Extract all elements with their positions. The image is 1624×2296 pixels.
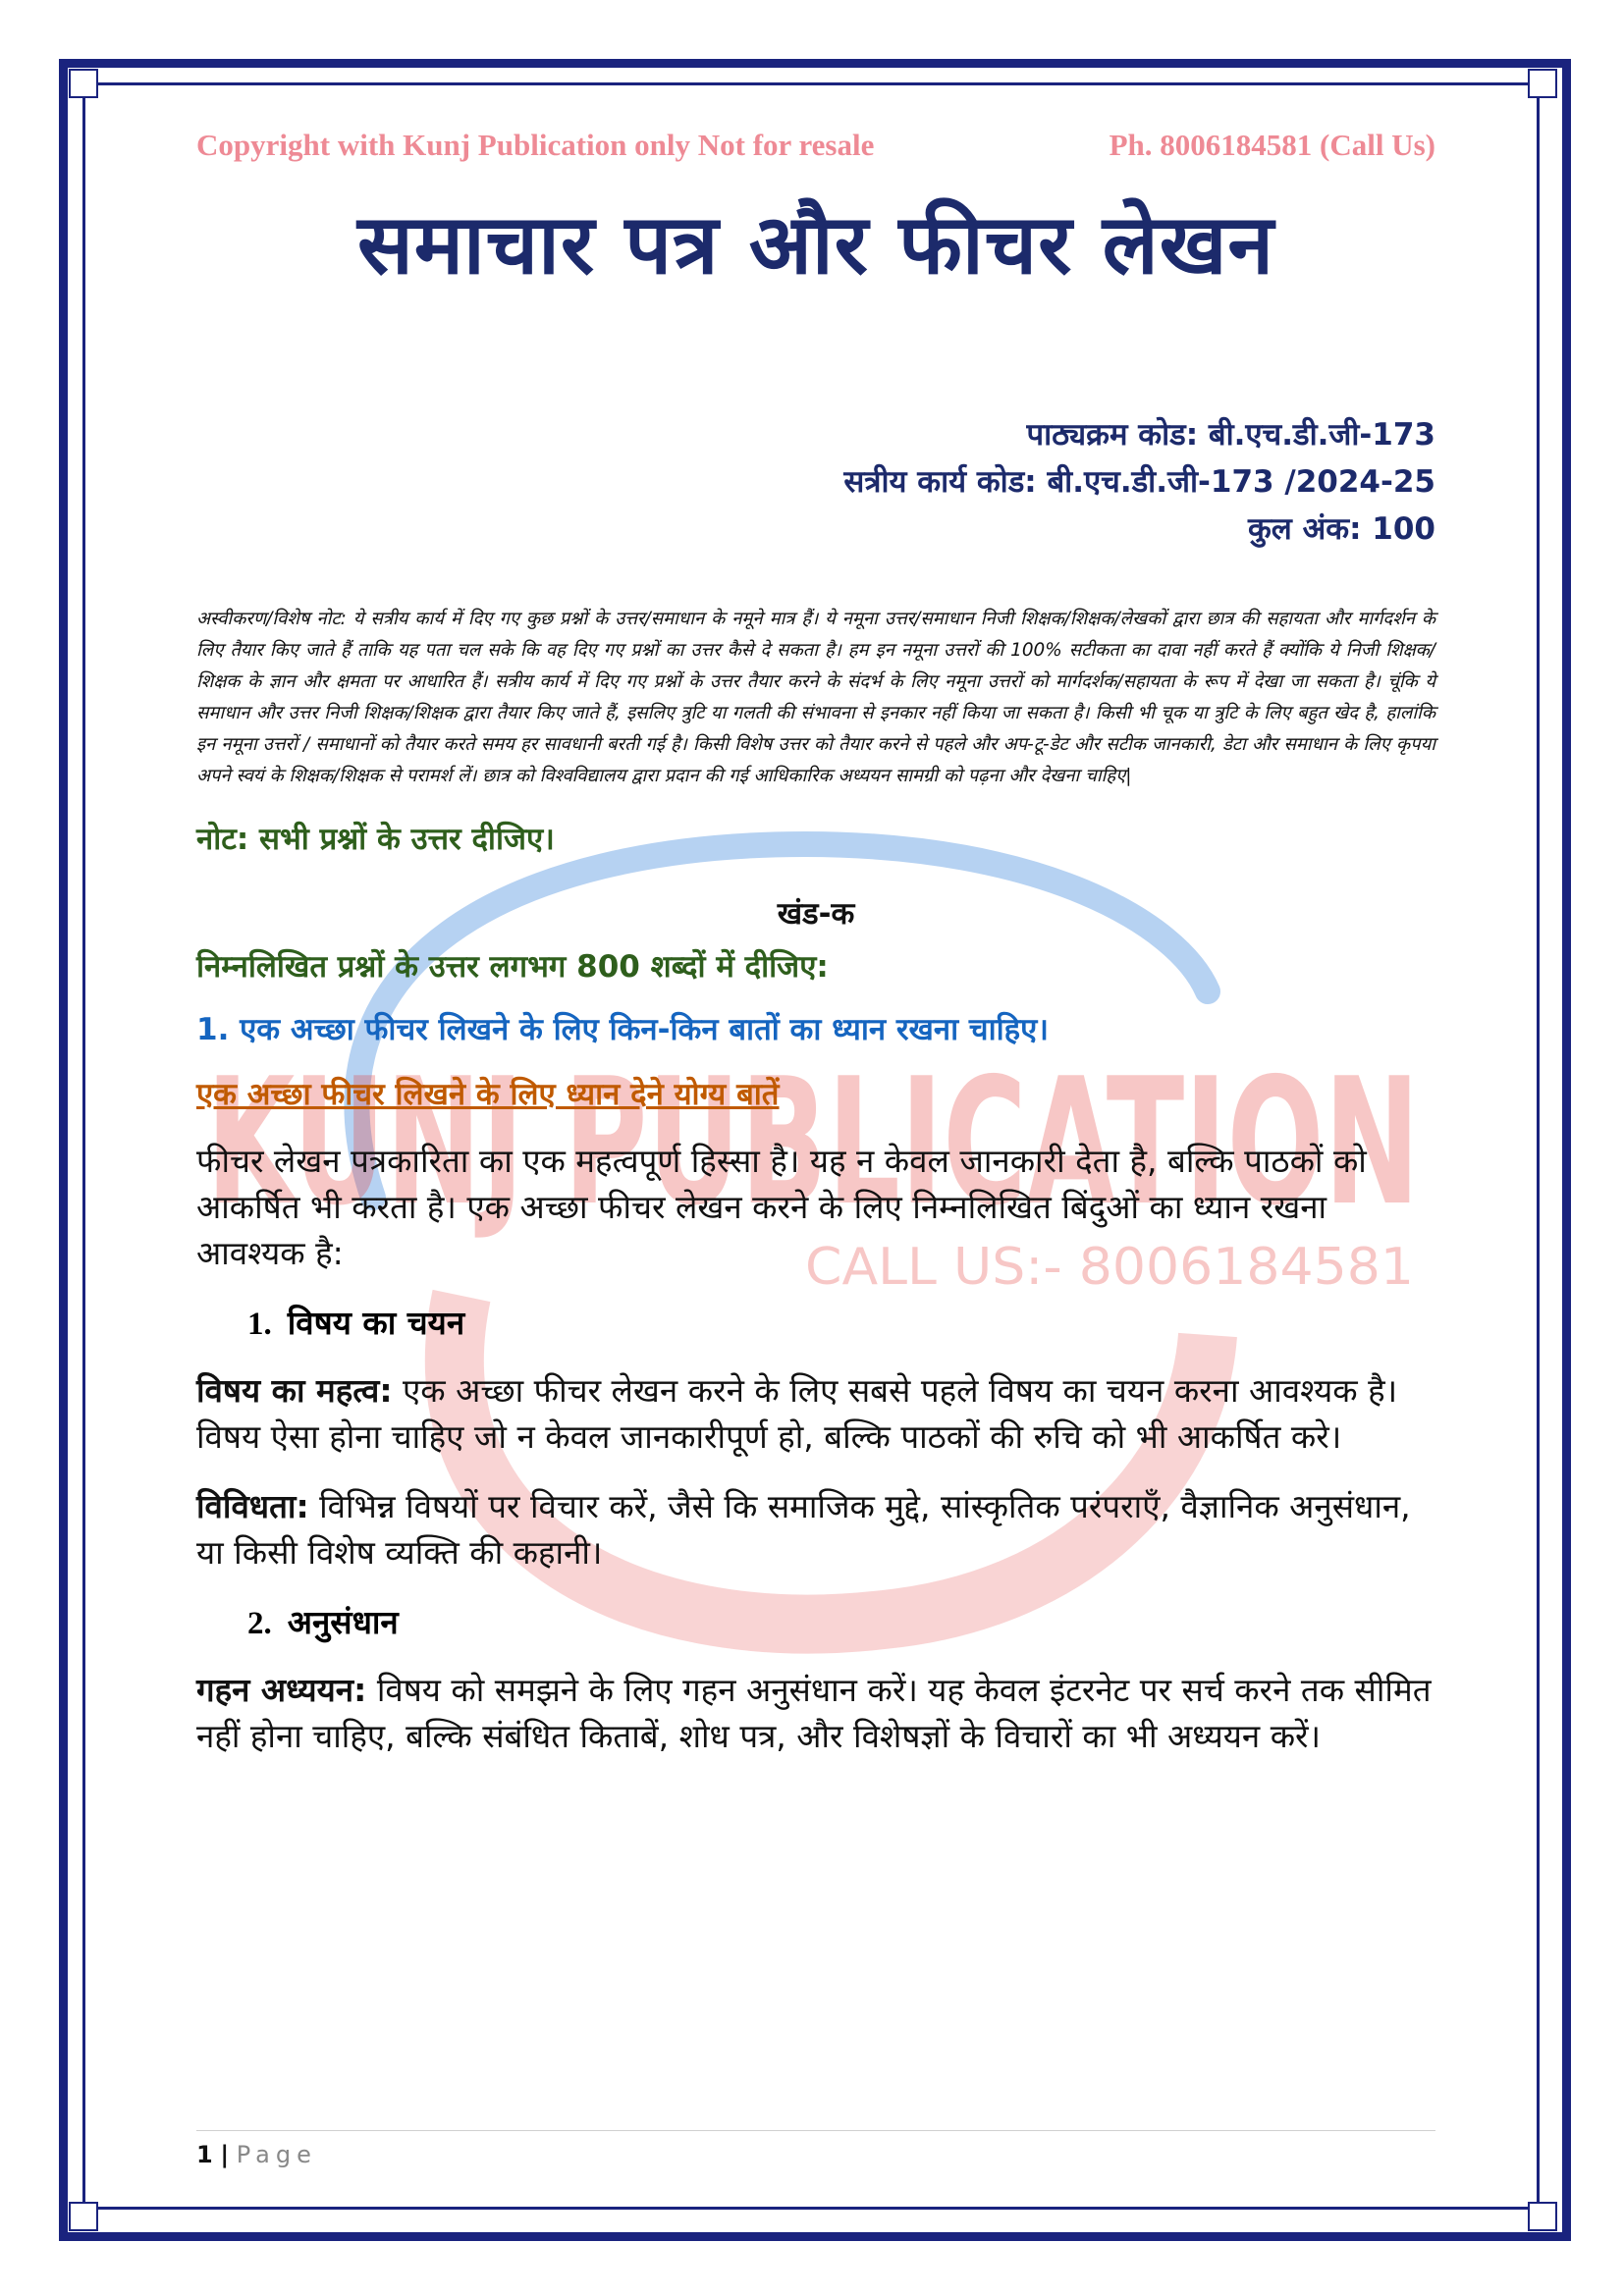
total-marks: कुल अंक: 100 — [1247, 511, 1435, 547]
paragraph-label: विषय का महत्व: — [196, 1371, 393, 1410]
paragraph-label: विविधता: — [196, 1487, 309, 1525]
page-number: 1 — [196, 2141, 213, 2168]
point-heading — [196, 1300, 1435, 1344]
answer-heading: एक अच्छा फीचर लिखने के लिए ध्यान देने योग्य बातें — [196, 1077, 780, 1112]
document-content — [196, 128, 1435, 1759]
paragraph-text: विभिन्न विषयों पर विचार करें, जैसे कि समाजिक मुद्दे, सांस्कृतिक परंपराएँ, वैज्ञानिक अनुसंधान, या किसी विशेष व्यक्ति की कहानी। — [196, 1487, 1411, 1572]
paragraph-text: विषय को समझने के लिए गहन अनुसंधान करें। यह केवल इंटरनेट पर सर्च करने तक सीमित नहीं होना चाहिए, बल्कि संबंधित किताबें, शोध पत्र, और विशेषज्ञों के विचारों का भी अध्ययन करें। — [196, 1671, 1432, 1755]
paragraph — [196, 1483, 1435, 1575]
point-number: 2. — [247, 1606, 272, 1641]
note-line: नोट: सभी प्रश्नों के उत्तर दीजिए। — [196, 822, 555, 857]
copyright-text: Copyright with Kunj Publication only Not for resale — [196, 128, 875, 162]
paragraph-text: एक अच्छा फीचर लेखन करने के लिए सबसे पहले विषय का चयन करना आवश्यक है। विषय ऐसा होना चाहिए जो न केवल जानकारीपूर्ण हो, बल्कि पाठकों की रुचि को भी आकर्षित करे। — [196, 1371, 1398, 1456]
disclaimer-note: अस्वीकरण/विशेष नोट: ये सत्रीय कार्य में दिए गए कुछ प्रश्नों के उत्तर/समाधान के नमूने मात्र हैं। ये नमूना उत्तर/समाधान निजी शिक्षक/शिक्षक/लेखकों द्वारा छात्र की सहायता और मार्गदर्शन के लिए तैयार किए जाते हैं ताकि यह पता चल सके कि वह दिए गए प्रश्नों का उत्तर कैसे दे सकता है। हम इन नमूना उत्तरों की 100% सटीकता का दावा नहीं करते हैं क्योंकि ये निजी शिक्षक/शिक्षक के ज्ञान और क्षमता पर आधारित हैं। सत्रीय कार्य में दिए गए प्रश्नों के उत्तर तैयार करने के संदर्भ के लिए नमूना उत्तरों को मार्गदर्शक/सहायता के रूप में देखा जा सकता है। चूंकि ये समाधान और उत्तर निजी शिक्षक/शिक्षक द्वारा तैयार किए जाते हैं, इसलिए त्रुटि या गलती की संभावना से इनकार नहीं किया जा सकता है। किसी भी चूक या त्रुटि के लिए बहुत खेद है, हालांकि इन नमूना उत्तरों / समाधानों को तैयार करते समय हर सावधानी बरती गई है। किसी विशेष उत्तर को तैयार करने से पहले और अप-टू-डेट और सटीक जानकारी, डेटा और समाधान के लिए कृपया अपने स्वयं के शिक्षक/शिक्षक से परामर्श लें। छात्र को विश्वविद्यालय द्वारा प्रदान की गई आधिकारिक अध्ययन सामग्री को पढ़ना और देखना चाहिए| — [196, 609, 1435, 786]
document-title: समाचार पत्र और फीचर लेखन — [356, 196, 1275, 293]
phone-text: Ph. 8006184581 (Call Us) — [1109, 128, 1435, 162]
instruction-line: निम्नलिखित प्रश्नों के उत्तर लगभग 800 शब्दों में दीजिए: — [196, 949, 829, 985]
copyright-line — [196, 128, 1435, 163]
page-separator: | — [220, 2141, 230, 2168]
point-title: विषय का चयन — [287, 1304, 465, 1342]
point-number: 1. — [247, 1307, 272, 1342]
page-label: Page — [236, 2141, 317, 2168]
point-heading — [196, 1599, 1435, 1643]
page-footer — [196, 2130, 1435, 2168]
watermark-text: KUNJ PUBLICATION — [206, 1041, 1420, 1244]
section-heading: खंड-क — [777, 896, 855, 932]
paragraph — [196, 1667, 1435, 1759]
point-title: अनुसंधान — [287, 1603, 399, 1641]
intro-paragraph: फीचर लेखन पत्रकारिता का एक महत्वपूर्ण हिस्सा है। यह न केवल जानकारी देता है, बल्कि पाठकों को आकर्षित भी करता है। एक अच्छा फीचर लेखन करने के लिए निम्नलिखित बिंदुओं का ध्यान रखना आवश्यक है: — [196, 1142, 1367, 1272]
paragraph-label: गहन अध्ययन: — [196, 1671, 367, 1709]
question-1: 1. एक अच्छा फीचर लिखने के लिए किन-किन बातों का ध्यान रखना चाहिए। — [196, 1012, 1050, 1047]
course-codes — [196, 411, 1435, 553]
course-code: पाठ्यक्रम कोड: बी.एच.डी.जी-173 — [1026, 417, 1435, 453]
assignment-code: सत्रीय कार्य कोड: बी.एच.डी.जी-173 /2024-25 — [843, 464, 1435, 500]
watermark-subtext: CALL US:- 8006184581 — [805, 1238, 1414, 1297]
paragraph — [196, 1367, 1435, 1460]
